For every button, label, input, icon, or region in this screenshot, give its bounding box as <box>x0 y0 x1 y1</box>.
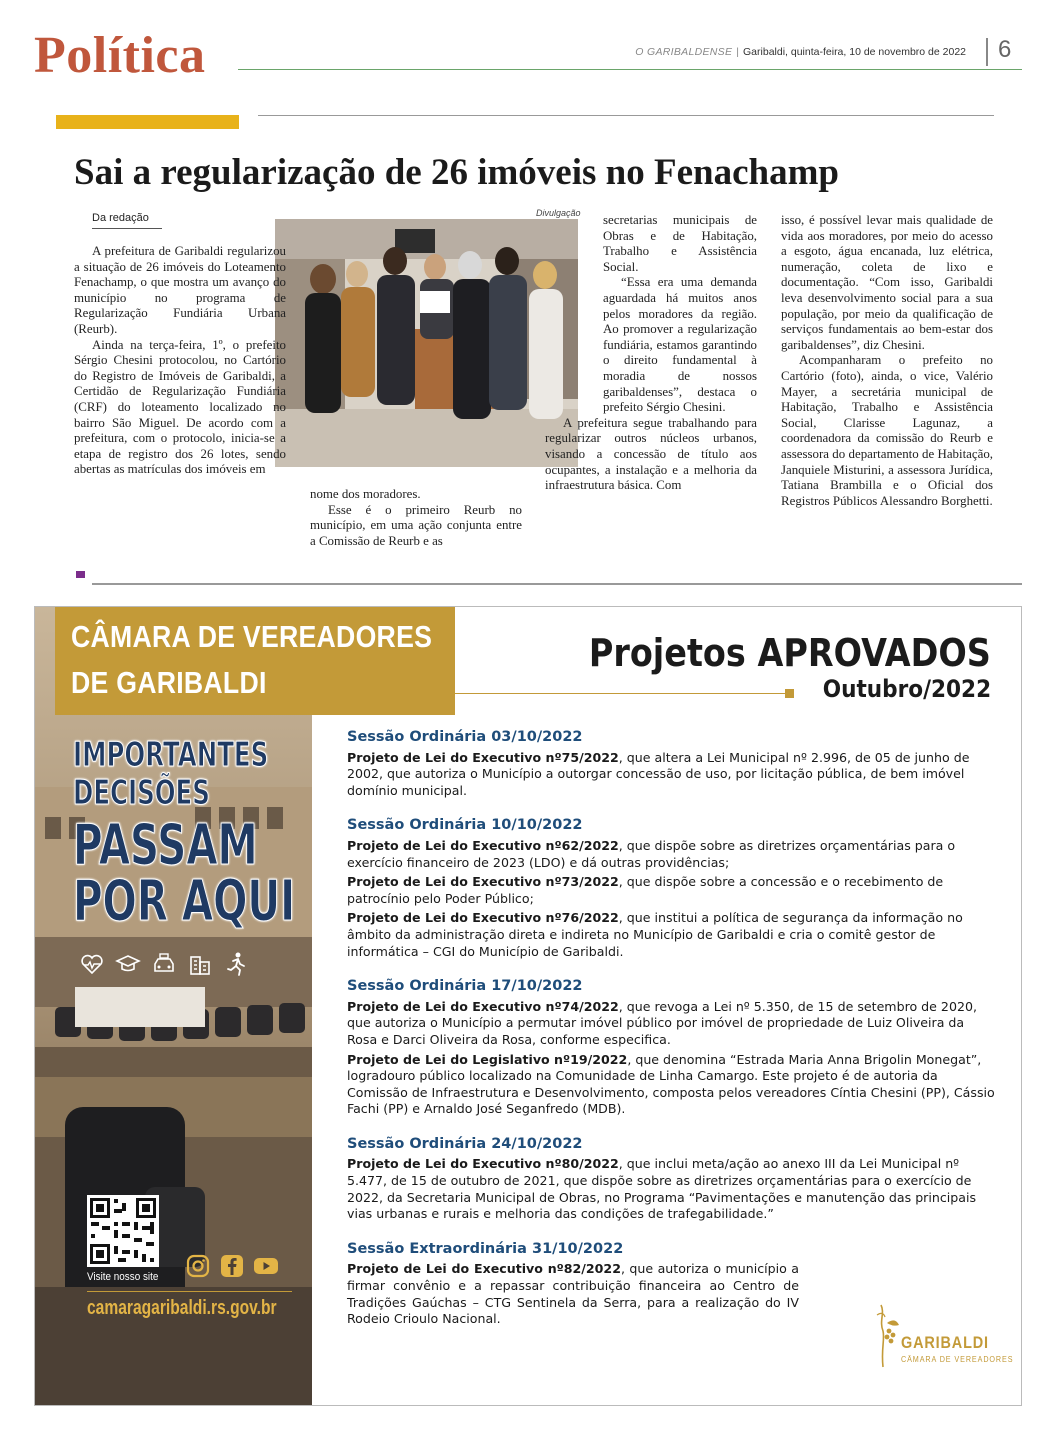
dateline: Garibaldi, quinta-feira, 10 de novembro de 2022 <box>743 46 966 58</box>
session-entry <box>347 1261 799 1327</box>
section-title: Política <box>34 27 206 84</box>
camara-advertisement <box>34 606 1022 1406</box>
session-entry <box>347 1156 997 1222</box>
session-entry <box>347 750 997 800</box>
masthead <box>635 46 966 58</box>
article-column-3 <box>545 213 757 494</box>
bill-number: Projeto de Lei do Executivo nº62/2022 <box>347 837 619 853</box>
bill-number: Projeto de Lei do Legislativo nº19/2022 <box>347 1051 628 1067</box>
byline-rule <box>92 228 162 229</box>
bill-number: Projeto de Lei do Executivo nº82/2022 <box>347 1261 621 1277</box>
section-accent-rule <box>258 115 994 116</box>
logo-name: GARIBALDI <box>901 1333 989 1352</box>
paragraph: A prefeitura de Garibaldi regularizou a situação de 26 imóveis do Loteamento Fenachamp, o que mostra um avanço do município no programa de Regularização Fundiária Urbana (Reurb). <box>74 244 286 336</box>
photo-illustration <box>275 219 578 467</box>
session-entry <box>347 874 997 907</box>
instagram-icon[interactable] <box>185 1253 211 1279</box>
paragraph: “Essa era uma demanda aguardada há muitos anos pelos moradores da região. Ao promover a regularização fundiária, estamos garantindo o direito fundamental à moradia de nossos garibaldenses”, destaca o prefeito Sérgio Chesini. <box>603 275 757 415</box>
bill-number: Projeto de Lei do Executivo nº73/2022 <box>347 874 619 890</box>
taxi-icon <box>151 951 177 977</box>
bill-description: , que revoga a Lei nº 5.350, de 15 de setembro de 2020, que autoriza o Município a permutar imóvel público por imóvel de propriedade de Luiz Oliveira da Rosa e Darci Oliveira da Rosa, conforme especifica. <box>347 998 977 1047</box>
paragraph: Acompanharam o prefeito no Cartório (foto), ainda, o vice, Valério Mayer, a secretária municipal de Habitação, Trabalho e Assistência Social, Clarisse Lagunaz, a coordenadora da comissão do Reurb e assessora do departamento de Habitação, Janquiele Misturini, a assessora Jurídica, Tatiana Brambilla e o Oficial dos Registros Públicos Alessandro Borghetti. <box>781 353 993 508</box>
slogan-line-1: IMPORTANTES <box>73 735 269 775</box>
masthead-separator: | <box>736 46 740 58</box>
website-link[interactable]: camaragaribaldi.rs.gov.br <box>87 1297 277 1319</box>
bill-description: , que dispõe sobre as diretrizes orçamentárias para o exercício financeiro de 2023 (LDO) e dá outras providências; <box>347 837 956 870</box>
paragraph: nome dos moradores. <box>310 487 421 501</box>
bill-number: Projeto de Lei do Executivo nº74/2022 <box>347 998 619 1014</box>
session-entry <box>347 910 997 960</box>
bill-description: , que inclui meta/ação ao anexo III da Lei Municipal nº 5.477, de 15 de outubro de 2021, que dispõe sobre as diretrizes orçamentárias para o exercício de 2022, da Secretaria Municipal de Obras, no Programa “Pavimentações e manutenção das principais vias urbanas e rurais e melhoria das condições de trafegabilidade.” <box>347 1156 977 1222</box>
paragraph: Esse é o primeiro Reurb no município, em uma ação conjunta entre a Comissão de Reurb e as <box>310 502 522 548</box>
session-entry <box>347 1052 997 1118</box>
slogan-line-4: POR AQUI <box>73 869 296 934</box>
bill-description: , que denomina “Estrada Maria Anna Brigolin Monegat”, logradouro público localizado na Comunidade de Linha Camargo. Este projeto é de autoria da Comissão de Infraestrutura e Desenvolvimento, composta pelos vereadores Cíntia Chesini (PP), Cássio Fachi (PP) e Arnaldo José Seganfredo (MDB). <box>347 1051 995 1117</box>
paragraph: Ainda na terça-feira, 1º, o prefeito Sérgio Chesini protocolou, no Cartório do Registro de Imóveis de Garibaldi, a Certidão de Regularização Fundiária (CRF) do loteamento localizado no bairro São Miguel. De acordo com a prefeitura, com o protocolo, inicia-se a etapa de registro dos 26 lotes, sendo abertas as matrículas dos imóveis em <box>74 337 286 477</box>
chamber-background <box>35 607 312 1406</box>
qr-code[interactable] <box>87 1195 159 1267</box>
bill-description: , que altera a Lei Municipal nº 2.996, de 05 de junho de 2002, que autoriza o Município a outorgar concessão de uso, por licitação pública, de bem imóvel domínio municipal. <box>347 749 970 798</box>
bill-description: , que institui a política de segurança da informação no âmbito da administração direta e indireta no Município de Garibaldi e cria o comitê gestor de informática – CGI do Município de Garibaldi. <box>347 910 963 959</box>
camara-title-line-1: CÂMARA DE VEREADORES <box>71 619 433 654</box>
bill-number: Projeto de Lei do Executivo nº75/2022 <box>347 749 619 765</box>
session-block <box>347 1136 997 1223</box>
bill-number: Projeto de Lei do Executivo nº76/2022 <box>347 910 619 926</box>
session-entry <box>347 838 997 871</box>
website-rule <box>87 1291 292 1292</box>
slogan-line-2: DECISÕES <box>73 773 210 813</box>
grape-vine-icon <box>873 1301 903 1371</box>
social-links <box>185 1253 279 1279</box>
visit-site-label: Visite nosso site <box>87 1271 159 1283</box>
bill-description: , que dispõe sobre a concessão e o recebimento de patrocínio pelo Poder Público; <box>347 874 944 906</box>
service-icons <box>79 951 249 977</box>
article-headline: Sai a regularização de 26 imóveis no Fenachamp <box>74 152 839 193</box>
article-end-marker <box>76 571 85 578</box>
camara-title-box <box>55 607 455 715</box>
session-title: Sessão Extraordinária 31/10/2022 <box>347 1240 624 1257</box>
page-number: 6 <box>998 36 1012 63</box>
paragraph: secretarias municipais de Obras e de Habitação, Trabalho e Assistência Social. <box>603 213 757 274</box>
buildings-icon <box>187 951 213 977</box>
facebook-icon[interactable] <box>219 1253 245 1279</box>
session-title: Sessão Ordinária 24/10/2022 <box>347 1135 583 1152</box>
session-block <box>347 978 997 1118</box>
photo-credit: Divulgação <box>536 208 581 218</box>
paragraph: A prefeitura segue trabalhando para regularizar outros núcleos urbanos, visando a concessão de título aos ocupantes, a instalação e a melhoria da infraestrutura básica. Com <box>545 415 757 493</box>
article-column-4 <box>781 213 993 509</box>
article-photo <box>275 219 578 467</box>
bill-description: , que autoriza o município a firmar convênio e a repassar contribuição financeira ao Centro de Tradições Gaúchas – CTG Sentinela da Serra, para a realização do IV Rodeio Crioulo Nacional. <box>347 1261 799 1327</box>
article-column-2 <box>310 487 522 549</box>
publication-name: O GARIBALDENSE <box>635 46 733 58</box>
session-entry <box>347 999 997 1049</box>
runner-icon <box>223 951 249 977</box>
article-column-1 <box>74 244 286 478</box>
projects-title: Projetos APROVADOS <box>588 631 991 675</box>
ad-photo-panel <box>35 607 312 1406</box>
projects-title-dot <box>785 689 794 698</box>
header-rule <box>238 69 1022 70</box>
youtube-icon[interactable] <box>253 1253 279 1279</box>
graduation-cap-icon <box>115 951 141 977</box>
session-block <box>347 729 997 799</box>
page-number-divider <box>986 38 988 66</box>
session-title: Sessão Ordinária 17/10/2022 <box>347 978 583 995</box>
session-title: Sessão Ordinária 10/10/2022 <box>347 817 583 834</box>
logo-subtitle: CÂMARA DE VEREADORES <box>901 1355 1014 1364</box>
session-block <box>347 817 997 960</box>
slogan-line-3: PASSAM <box>73 813 258 878</box>
section-accent-bar <box>56 115 239 129</box>
projects-month: Outubro/2022 <box>822 675 991 703</box>
projects-title-rule <box>455 693 785 694</box>
session-title: Sessão Ordinária 03/10/2022 <box>347 729 583 745</box>
article-bottom-rule <box>92 583 1022 585</box>
article-byline: Da redação <box>92 212 149 224</box>
bill-number: Projeto de Lei do Executivo nº80/2022 <box>347 1156 619 1172</box>
paragraph: isso, é possível levar mais qualidade de vida aos moradores, por meio do acesso a esgoto, água encanada, luz elétrica, numeração, coleta de lixo e documentação. “Com isso, Garibaldi leva desenvolvimento social para a sua população, por meio da qualificação de serviços fundamentais ao bem-estar dos garibaldenses”, diz Chesini. <box>781 213 993 352</box>
heartbeat-icon <box>79 951 105 977</box>
camara-title-line-2: DE GARIBALDI <box>71 665 267 700</box>
sessions-list <box>347 729 997 1346</box>
